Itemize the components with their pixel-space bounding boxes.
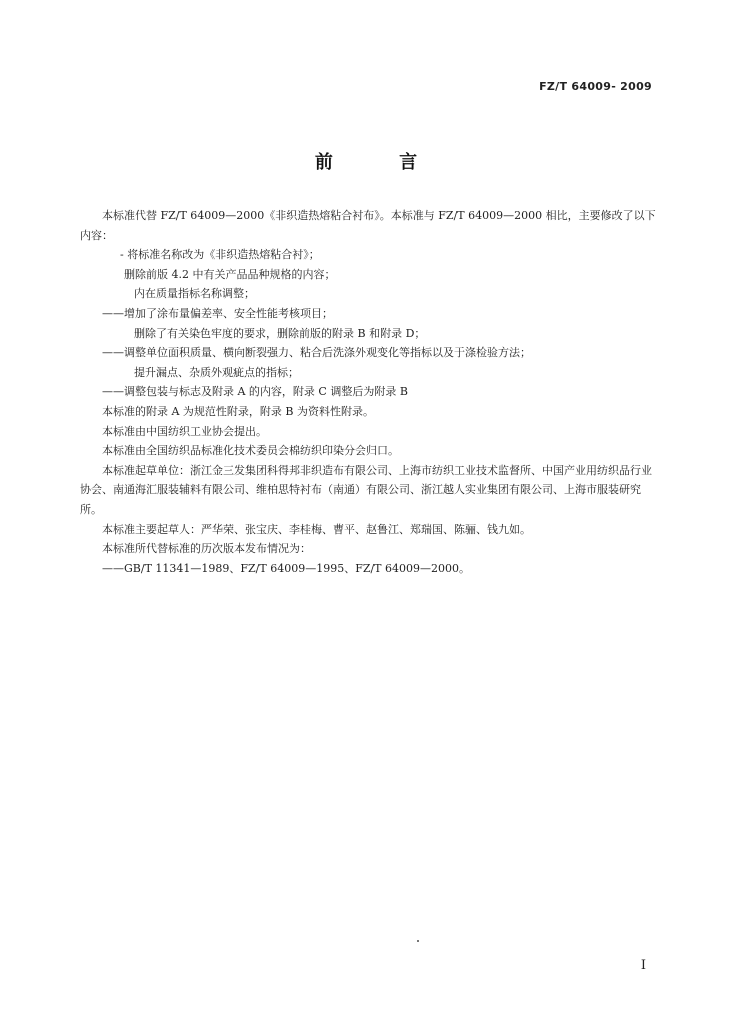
list-item-quality-indicators: 内在质量指标名称调整； — [134, 287, 255, 301]
list-item-raise-defects: 提升漏点、杂质外观疵点的指标； — [134, 365, 299, 379]
list-item-adjust-weight: ——调整单位面积质量、横向断裂强力、粘合后洗涤外观变化等指标以及于涤检验方法； — [102, 346, 531, 360]
foreword-body — [80, 206, 656, 578]
paragraph-history-intro: 本标准所代替标准的历次版本发布情况为： — [102, 542, 311, 556]
paragraph-drafters: 本标准主要起草人：严华荣、张宝庆、李桂梅、曹平、赵鲁江、郑瑞国、陈骊、钱九如。 — [102, 522, 531, 536]
list-item-delete-specs: 删除前版 4.2 中有关产品品种规格的内容； — [124, 267, 336, 281]
list-item-delete-colorfastness: 删除了有关染色牢度的要求，删除前版的附录 B 和附录 D； — [134, 326, 426, 340]
scan-dot-mark — [417, 940, 419, 942]
standard-code: FZ/T 64009- 2009 — [539, 80, 652, 93]
page-number: I — [640, 958, 646, 973]
paragraph-intro: 本标准代替 FZ/T 64009—2000《非织造热熔粘合衬布》。本标准与 FZ/T 64009—2000 相比，主要修改了以下内容： — [80, 209, 656, 242]
paragraph-drafting-units: 本标准起草单位：浙江金三发集团科得邦非织造布有限公司、上海市纺织工业技术监督所、中国产业用纺织品行业协会、南通海汇服装辅料有限公司、维柏思特衬布（南通）有限公司、浙江越人实业集团有限公司、上海市服装研究所。 — [80, 463, 652, 516]
list-item-adjust-packaging: ——调整包装与标志及附录 A 的内容，附录 C 调整后为附录 B — [102, 385, 408, 399]
page-title: 前 言 — [314, 152, 448, 173]
paragraph-annex: 本标准的附录 A 为规范性附录，附录 B 为资料性附录。 — [102, 404, 375, 418]
paragraph-history-list: ——GB/T 11341—1989、FZ/T 64009—1995、FZ/T 64009—2000。 — [102, 561, 471, 575]
list-item-rename: - 将标准名称改为《非织造热熔粘合衬》； — [120, 248, 320, 262]
paragraph-proposer: 本标准由中国纺织工业协会提出。 — [102, 424, 267, 438]
paragraph-committee: 本标准由全国纺织品标准化技术委员会棉纺织印染分会归口。 — [102, 444, 399, 458]
list-item-add-coating: ——增加了涂布量偏差率、安全性能考核项目； — [102, 306, 333, 320]
